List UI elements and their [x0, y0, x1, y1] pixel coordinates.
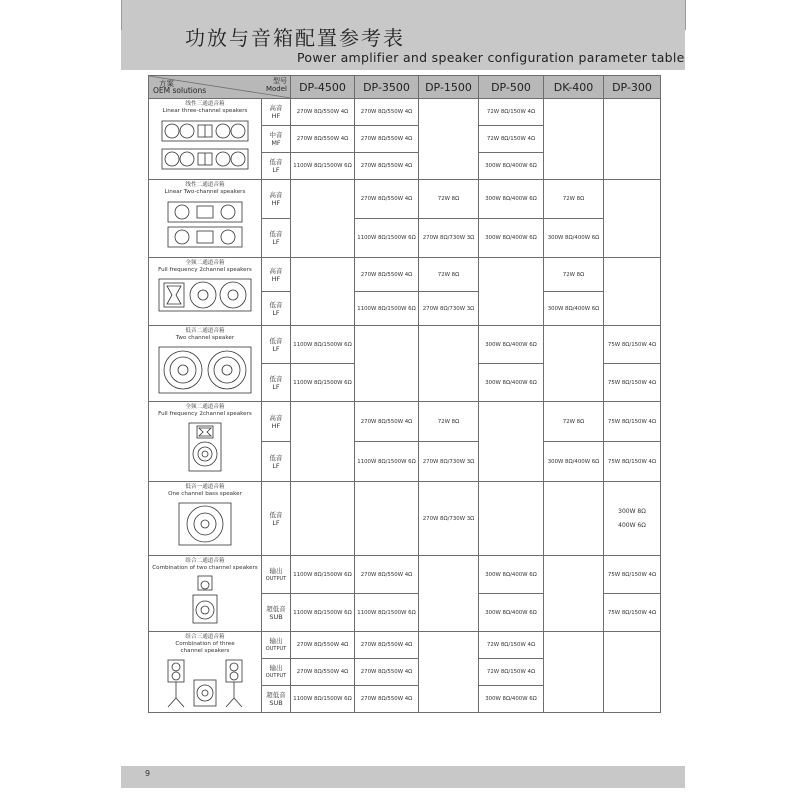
- value-cell: 270W 8Ω/730W 3Ω: [419, 292, 479, 326]
- solution-cell: [149, 556, 262, 632]
- value-cell: 270W 8Ω/550W 4Ω: [355, 686, 419, 713]
- model-label-en: Model: [265, 85, 287, 93]
- value-cell: 1100W 8Ω/1500W 6Ω: [291, 556, 355, 594]
- config-table: [148, 75, 661, 713]
- value-cell: [291, 482, 355, 556]
- model-header: DP-4500: [291, 76, 355, 99]
- value-cell: 270W 8Ω/730W 3Ω: [419, 219, 479, 258]
- page-number: 9: [145, 769, 151, 778]
- value-cell: [479, 482, 544, 556]
- value-cell: 72W 8Ω: [544, 258, 604, 292]
- value-cell: 72W 8Ω: [419, 258, 479, 292]
- value-cell: 75W 8Ω/150W 4Ω: [604, 402, 661, 442]
- value-cell: 270W 8Ω/730W 3Ω: [419, 442, 479, 482]
- value-cell: 72W 8Ω: [419, 180, 479, 219]
- model-header: DP-1500: [419, 76, 479, 99]
- solution-name-zh: 线性二通道音箱: [185, 182, 225, 188]
- value-cell: 75W 8Ω/150W 4Ω: [604, 364, 661, 402]
- band-cell: 低音 LF: [262, 326, 291, 364]
- value-cell: 300W 8Ω/400W 6Ω: [479, 364, 544, 402]
- value-cell: 270W 8Ω/550W 4Ω: [291, 99, 355, 126]
- band-cell: 输出 OUTPUT: [262, 632, 291, 659]
- value-cell: [419, 326, 479, 402]
- value-cell: [604, 632, 661, 713]
- value-cell: [544, 632, 604, 713]
- band-cell: 输出 OUTPUT: [262, 659, 291, 686]
- band-cell: 高音 HF: [262, 402, 291, 442]
- model-header: DK-400: [544, 76, 604, 99]
- value-cell: 75W 8Ω/150W 4Ω: [604, 442, 661, 482]
- band-cell: 低音 LF: [262, 292, 291, 326]
- solution-cell: [149, 326, 262, 402]
- solution-name-zh: 线性三通道音箱: [185, 101, 225, 107]
- band-cell: 低音 LF: [262, 219, 291, 258]
- solution-cell: [149, 632, 262, 713]
- value-cell: 72W 8Ω: [419, 402, 479, 442]
- value-cell: 72W 8Ω/150W 4Ω: [479, 659, 544, 686]
- value-cell: 72W 8Ω: [544, 402, 604, 442]
- value-cell: 270W 8Ω/550W 4Ω: [291, 659, 355, 686]
- solution-name-en: Linear Two-channel speakers: [164, 189, 246, 195]
- solution-name-en: One channel bass speaker: [168, 491, 242, 497]
- value-cell: 72W 8Ω/150W 4Ω: [479, 126, 544, 153]
- solutions-label-en: OEM solutions: [153, 86, 207, 95]
- model-label-zh: 型号: [273, 77, 287, 85]
- dp300-value-b: 400W 6Ω: [618, 521, 646, 529]
- solution-name-zh: 全频二通道音箱: [185, 404, 225, 410]
- value-cell: 1100W 8Ω/1500W 6Ω: [355, 442, 419, 482]
- value-cell: 270W 8Ω/550W 4Ω: [355, 556, 419, 594]
- model-header: DP-300: [604, 76, 661, 99]
- table-row: [149, 180, 661, 219]
- table-row: [149, 402, 661, 442]
- band-cell: 超低音 SUB: [262, 686, 291, 713]
- value-cell: 300W 8Ω/400W 6Ω: [479, 219, 544, 258]
- table-row: [149, 99, 661, 126]
- value-cell: 300W 8Ω/400W 6Ω: [479, 556, 544, 594]
- value-cell: [604, 258, 661, 326]
- band-cell: 高音 HF: [262, 258, 291, 292]
- value-cell: 1100W 8Ω/1500W 6Ω: [355, 292, 419, 326]
- value-cell: 270W 8Ω/550W 4Ω: [355, 632, 419, 659]
- solution-cell: [149, 99, 262, 180]
- band-cell: 低音 LF: [262, 482, 291, 556]
- full-range-cabinet-image: [185, 421, 225, 473]
- value-cell: [479, 258, 544, 326]
- band-cell: 高音 HF: [262, 99, 291, 126]
- line-array-two-channel-image: [166, 199, 244, 251]
- value-cell: 72W 8Ω/150W 4Ω: [479, 99, 544, 126]
- band-cell: 低音 LF: [262, 364, 291, 402]
- single-bass-speaker-image: [175, 501, 235, 547]
- value-cell: [355, 482, 419, 556]
- value-cell: 300W 8Ω/400W 6Ω: [479, 180, 544, 219]
- value-cell: 270W 8Ω/730W 3Ω: [419, 482, 479, 556]
- value-cell: [479, 402, 544, 482]
- value-cell: 270W 8Ω/550W 4Ω: [355, 402, 419, 442]
- table-row: [149, 632, 661, 659]
- band-cell: 输出 OUTPUT: [262, 556, 291, 594]
- value-cell: 1100W 8Ω/1500W 6Ω: [291, 326, 355, 364]
- value-cell: 270W 8Ω/550W 4Ω: [355, 659, 419, 686]
- solution-cell: [149, 180, 262, 258]
- value-cell: [544, 556, 604, 632]
- value-cell: 270W 8Ω/550W 4Ω: [355, 99, 419, 126]
- combo-three-channel-image: [160, 658, 250, 708]
- solution-name-zh: 全频二通道音箱: [185, 260, 225, 266]
- solution-cell: [149, 482, 262, 556]
- solution-name-zh: 低音二通道音箱: [185, 328, 225, 334]
- value-cell: 300W 8Ω/400W 6Ω: [479, 594, 544, 632]
- solution-name-zh: 组合三通道音箱: [185, 634, 225, 640]
- value-cell: 72W 8Ω: [544, 180, 604, 219]
- config-table-wrap: [148, 75, 660, 713]
- value-cell: 1100W 8Ω/1500W 6Ω: [291, 153, 355, 180]
- table-row: [149, 482, 661, 556]
- value-cell: 270W 8Ω/550W 4Ω: [355, 126, 419, 153]
- value-cell: 75W 8Ω/150W 4Ω: [604, 594, 661, 632]
- solution-cell: [149, 258, 262, 326]
- value-cell: 72W 8Ω/150W 4Ω: [479, 632, 544, 659]
- value-cell: 1100W 8Ω/1500W 6Ω: [291, 364, 355, 402]
- value-cell: [291, 258, 355, 326]
- value-cell: 270W 8Ω/550W 4Ω: [355, 153, 419, 180]
- solution-name-en: Two channel speaker: [175, 335, 235, 341]
- value-cell: 270W 8Ω/550W 4Ω: [355, 180, 419, 219]
- solution-name-en: Combination of three channel speakers: [175, 641, 235, 654]
- band-cell: 低音 LF: [262, 442, 291, 482]
- footer-band: [121, 766, 685, 788]
- model-header: DP-500: [479, 76, 544, 99]
- table-row: [149, 326, 661, 364]
- solution-name-en: Combination of two channel speakers: [152, 565, 258, 571]
- value-cell: 270W 8Ω/550W 4Ω: [291, 632, 355, 659]
- value-cell: [419, 556, 479, 632]
- band-cell: 低音 LF: [262, 153, 291, 180]
- solution-name-en: Full frequency 2channel speakers: [158, 267, 252, 273]
- crop-mark-top-left: [121, 0, 122, 30]
- crop-mark-top-right: [685, 0, 686, 30]
- solution-name-zh: 组合二通道音箱: [185, 558, 225, 564]
- dual-bass-speaker-image: [157, 345, 253, 395]
- value-cell: 300W 8Ω/400W 6Ω: [544, 442, 604, 482]
- value-cell: [291, 180, 355, 258]
- value-cell: [544, 482, 604, 556]
- band-cell: 中音 MF: [262, 126, 291, 153]
- dp300-value-a: 300W 8Ω: [618, 507, 646, 515]
- band-cell: 高音 HF: [262, 180, 291, 219]
- combo-two-channel-image: [188, 575, 222, 625]
- table-row: [149, 258, 661, 292]
- solution-name-en: Linear three-channel speakers: [162, 108, 248, 114]
- page-title-zh: 功放与音箱配置参考表: [185, 26, 405, 50]
- value-cell: 300W 8Ω/400W 6Ω: [479, 686, 544, 713]
- value-cell: [604, 482, 661, 556]
- solution-name-zh: 低音一通道音箱: [185, 484, 225, 490]
- value-cell: 1100W 8Ω/1500W 6Ω: [355, 594, 419, 632]
- value-cell: 75W 8Ω/150W 4Ω: [604, 556, 661, 594]
- solutions-label-zh: 方案: [159, 79, 174, 88]
- value-cell: 300W 8Ω/400W 6Ω: [479, 153, 544, 180]
- value-cell: [544, 326, 604, 402]
- line-array-three-channel-image: [160, 118, 250, 174]
- value-cell: 75W 8Ω/150W 4Ω: [604, 326, 661, 364]
- value-cell: [419, 99, 479, 180]
- table-corner: [149, 76, 291, 99]
- value-cell: [355, 326, 419, 402]
- band-cell: 超低音 SUB: [262, 594, 291, 632]
- value-cell: 300W 8Ω/400W 6Ω: [544, 292, 604, 326]
- page-title-en: Power amplifier and speaker configuration parameter table: [297, 50, 685, 65]
- value-cell: 1100W 8Ω/1500W 6Ω: [355, 219, 419, 258]
- value-cell: [604, 99, 661, 180]
- value-cell: 300W 8Ω/400W 6Ω: [479, 326, 544, 364]
- value-cell: [544, 99, 604, 180]
- solution-name-en: Full frequency 2channel speakers: [158, 411, 252, 417]
- full-range-two-channel-image: [157, 277, 253, 313]
- value-cell: 270W 8Ω/550W 4Ω: [355, 258, 419, 292]
- value-cell: [291, 402, 355, 482]
- table-row: [149, 556, 661, 594]
- value-cell: 300W 8Ω/400W 6Ω: [544, 219, 604, 258]
- value-cell: 1100W 8Ω/1500W 6Ω: [291, 686, 355, 713]
- solution-cell: [149, 402, 262, 482]
- model-header: DP-3500: [355, 76, 419, 99]
- value-cell: [419, 632, 479, 713]
- value-cell: [604, 180, 661, 258]
- value-cell: 270W 8Ω/550W 4Ω: [291, 126, 355, 153]
- value-cell: 1100W 8Ω/1500W 6Ω: [291, 594, 355, 632]
